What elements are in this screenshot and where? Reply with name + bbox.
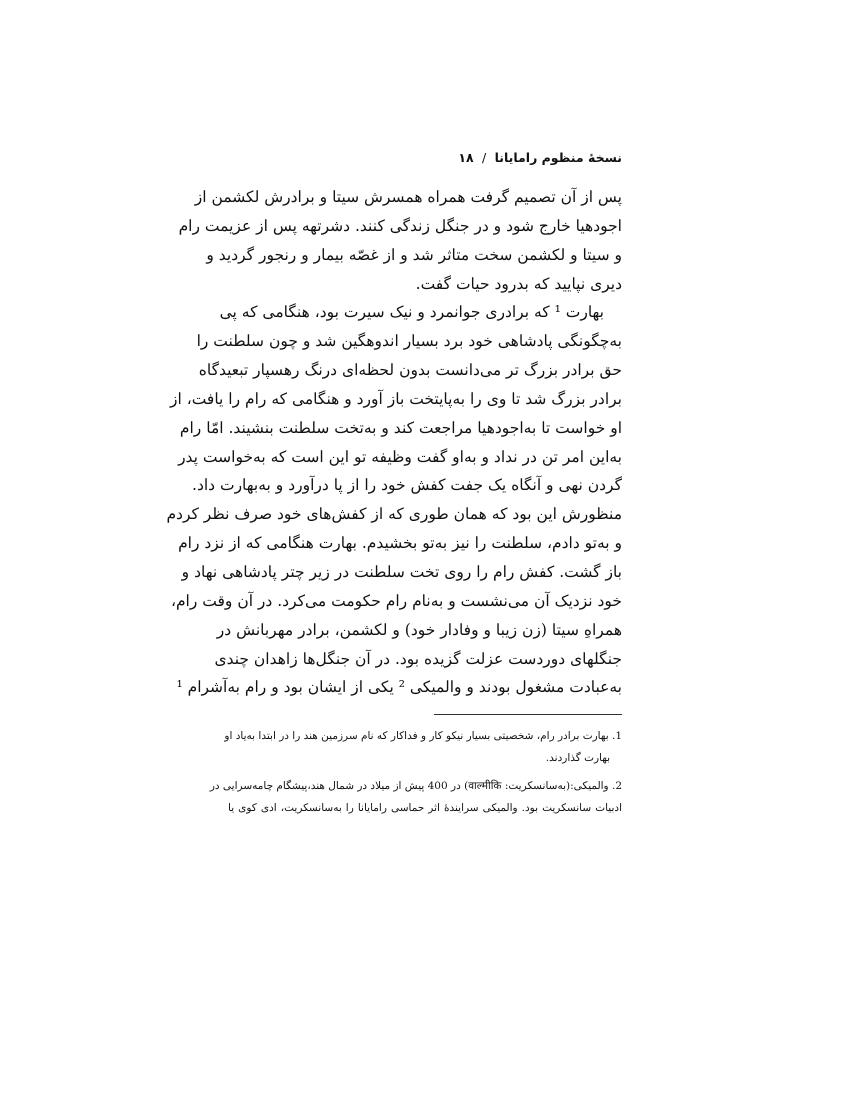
text-line: اجودهیا خارج شود و در جنگل زندگی کنند. دشرتهه پس از عزیمت رام: [178, 216, 622, 235]
footnotes: [209, 725, 622, 819]
footnote-line: ادبیات سانسکریت بود. والمیکی سرایندهٔ اثر حماسی رامایانا را به‌سانسکریت، ادی کوی یا: [228, 802, 622, 814]
page-number: ۱۸: [458, 150, 474, 165]
book-title: نسخهٔ منظوم رامایانا: [494, 150, 622, 165]
text-line: به‌عبادت مشغول بودند و والمیکی ² یکی از ایشان بود و رام به‌آشرام ¹: [176, 678, 622, 697]
footnote-line: بهارت گذاردند.: [545, 752, 610, 764]
running-header: [458, 150, 622, 165]
text-line: دیری نپایید که بدرود حیات گفت.: [415, 274, 622, 293]
text-line: گردن نهی و آنگاه یک جفت کفش خود را از پا درآورد و به‌بهارت داد.: [192, 476, 622, 495]
text-line: منظورش این بود که همان طوری که از کفش‌های خود صرف نظر کردم: [166, 505, 622, 524]
text-line: برادر بزرگ شد تا وی را به‌پایتخت باز آورد و هنگامی که رام را یافت، از: [169, 389, 622, 408]
footnote-divider: [434, 714, 622, 715]
text-line: جنگلهای دوردست عزلت گزیده بود. در آن جنگل‌ها زاهدان چندی: [214, 649, 622, 668]
text-line: به‌چگونگی پادشاهی خود برد بسیار اندوهگین شد و چون سلطنت را: [196, 332, 622, 351]
main-text: [166, 183, 622, 702]
text-line: باز گشت. کفش رام را روی تخت سلطنت در زیر چتر پادشاهی نهاد و: [181, 562, 622, 581]
text-line: حق برادر بزرگ تر می‌دانست بدون لحظه‌ای درنگ رهسپار تبعیدگاه: [198, 361, 622, 380]
text-line: و سیتا و لکشمن سخت متاثر شد و از غصّه بیمار و رنجور گردید و: [206, 245, 622, 264]
text-line: به‌این امر تن در نداد و به‌او گفت وظیفه تو این است که به‌خواست پدر: [178, 447, 622, 466]
text-line: بهارت ¹ که برادری جوانمرد و نیک سیرت بود، هنگامی که پی: [219, 303, 604, 322]
footnote-line: 1. بهارت برادر رام، شخصیتی بسیار نیکو کار و فداکار که نام سرزمین هند را در ابتدا به‌یاد او: [224, 730, 622, 742]
text-line: همراهِ سیتا (زن زیبا و وفادار خود) و لکشمن، برادر مهربانش در: [216, 620, 622, 639]
text-line: پس از آن تصمیم گرفت همراه همسرش سیتا و برادرش لکشمن از: [194, 188, 622, 206]
text-line: او خواست تا به‌اجودهیا مراجعت کند و به‌تخت سلطنت بنشیند. امّا رام: [179, 418, 622, 437]
text-line: خود نزدیک آن می‌نشست و به‌نام رام حکومت می‌کرد. در آن وقت رام،: [170, 591, 622, 610]
text-line: و به‌تو دادم، سلطنت را نیز به‌تو بخشیدم. بهارت هنگامی که از نزد رام: [178, 534, 622, 553]
header-separator: /: [482, 150, 487, 165]
footnote-line: 2. والمیکی:(به‌سانسکریت: वाल्मीकि) در 400 پیش از میلاد در شمال هند،پیشگام چامه‌سرایی در: [209, 780, 622, 792]
